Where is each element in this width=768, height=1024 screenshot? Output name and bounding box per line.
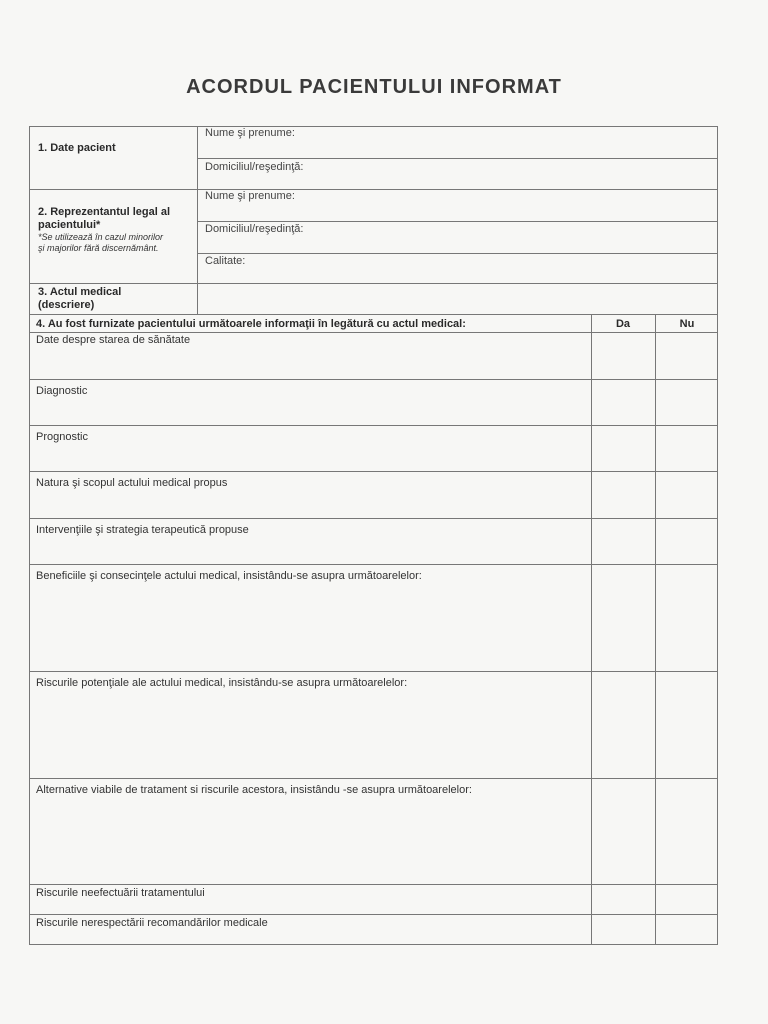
section-patient: [29, 126, 718, 189]
info-row-label: Intervenţiile şi strategia terapeutică propuse: [36, 524, 249, 536]
info-row-risks: [30, 672, 717, 779]
medical-act-description-field[interactable]: [198, 284, 717, 315]
representative-note-line2: şi majorilor fără discernământ.: [38, 243, 159, 253]
section-information: [29, 314, 718, 945]
info-row-diagnostic: [30, 380, 717, 426]
patient-address-label: Domiciliul/reşedinţă:: [205, 161, 304, 173]
section-representative: [29, 189, 718, 283]
column-divider-no: [655, 315, 656, 944]
document-title: ACORDUL PACIENTULUI INFORMAT: [186, 76, 562, 98]
patient-address-field[interactable]: [198, 158, 717, 190]
info-row-benefits: [30, 565, 717, 672]
info-row-label: Riscurile potenţiale ale actului medical, insistându-se asupra următoarelelor:: [36, 677, 408, 689]
column-divider-yes: [591, 315, 592, 944]
representative-name-label: Nume şi prenume:: [205, 190, 295, 202]
patient-name-label: Nume şi prenume:: [205, 127, 295, 139]
info-row-label: Diagnostic: [36, 385, 88, 397]
section-medical-act: [29, 283, 718, 314]
info-row-health-status: [30, 333, 717, 380]
info-row-label: Alternative viabile de tratament si riscurile acestora, insistându -se asupra următoarelelor:: [36, 784, 472, 796]
representative-address-label: Domiciliul/reşedinţă:: [205, 223, 304, 235]
information-header: [30, 315, 717, 333]
representative-address-field[interactable]: [198, 221, 717, 253]
representative-note-line1: *Se utilizează în cazul minorilor: [38, 232, 164, 242]
column-header-no: Nu: [679, 318, 695, 330]
info-row-label: Date despre starea de sănătate: [36, 334, 191, 346]
representative-label-line1: 2. Reprezentantul legal al: [38, 206, 171, 218]
representative-label-line2: pacientului*: [38, 219, 101, 231]
info-row-interventions: [30, 519, 717, 565]
representative-quality-field[interactable]: [198, 253, 717, 284]
info-row-label: Riscurile neefectuării tratamentului: [36, 887, 205, 899]
medical-act-label-line2: (descriere): [38, 299, 95, 311]
info-row-label: Beneficiile şi consecinţele actului medical, insistându-se asupra următoarelelor:: [36, 570, 422, 582]
medical-act-label-line1: 3. Actul medical: [38, 286, 122, 298]
information-question: 4. Au fost furnizate pacientului următoarele informaţii în legătură cu actul medical:: [36, 318, 466, 330]
patient-label-cell: [30, 127, 198, 189]
info-row-nature-purpose: [30, 472, 717, 519]
info-row-label: Riscurile nerespectării recomandărilor medicale: [36, 917, 268, 929]
info-row-prognostic: [30, 426, 717, 472]
representative-quality-label: Calitate:: [205, 255, 246, 267]
patient-label: 1. Date pacient: [38, 142, 116, 154]
medical-act-label-cell: [30, 284, 198, 314]
info-row-alternatives: [30, 779, 717, 885]
info-row-label: Prognostic: [36, 431, 88, 443]
representative-label-cell: [30, 190, 198, 283]
info-row-label: Natura şi scopul actului medical propus: [36, 477, 228, 489]
representative-name-field[interactable]: [198, 190, 717, 221]
info-row-non-compliance-risks: [30, 915, 717, 944]
info-row-non-treatment-risks: [30, 885, 717, 915]
patient-name-field[interactable]: [198, 127, 717, 158]
column-header-yes: Da: [615, 318, 631, 330]
